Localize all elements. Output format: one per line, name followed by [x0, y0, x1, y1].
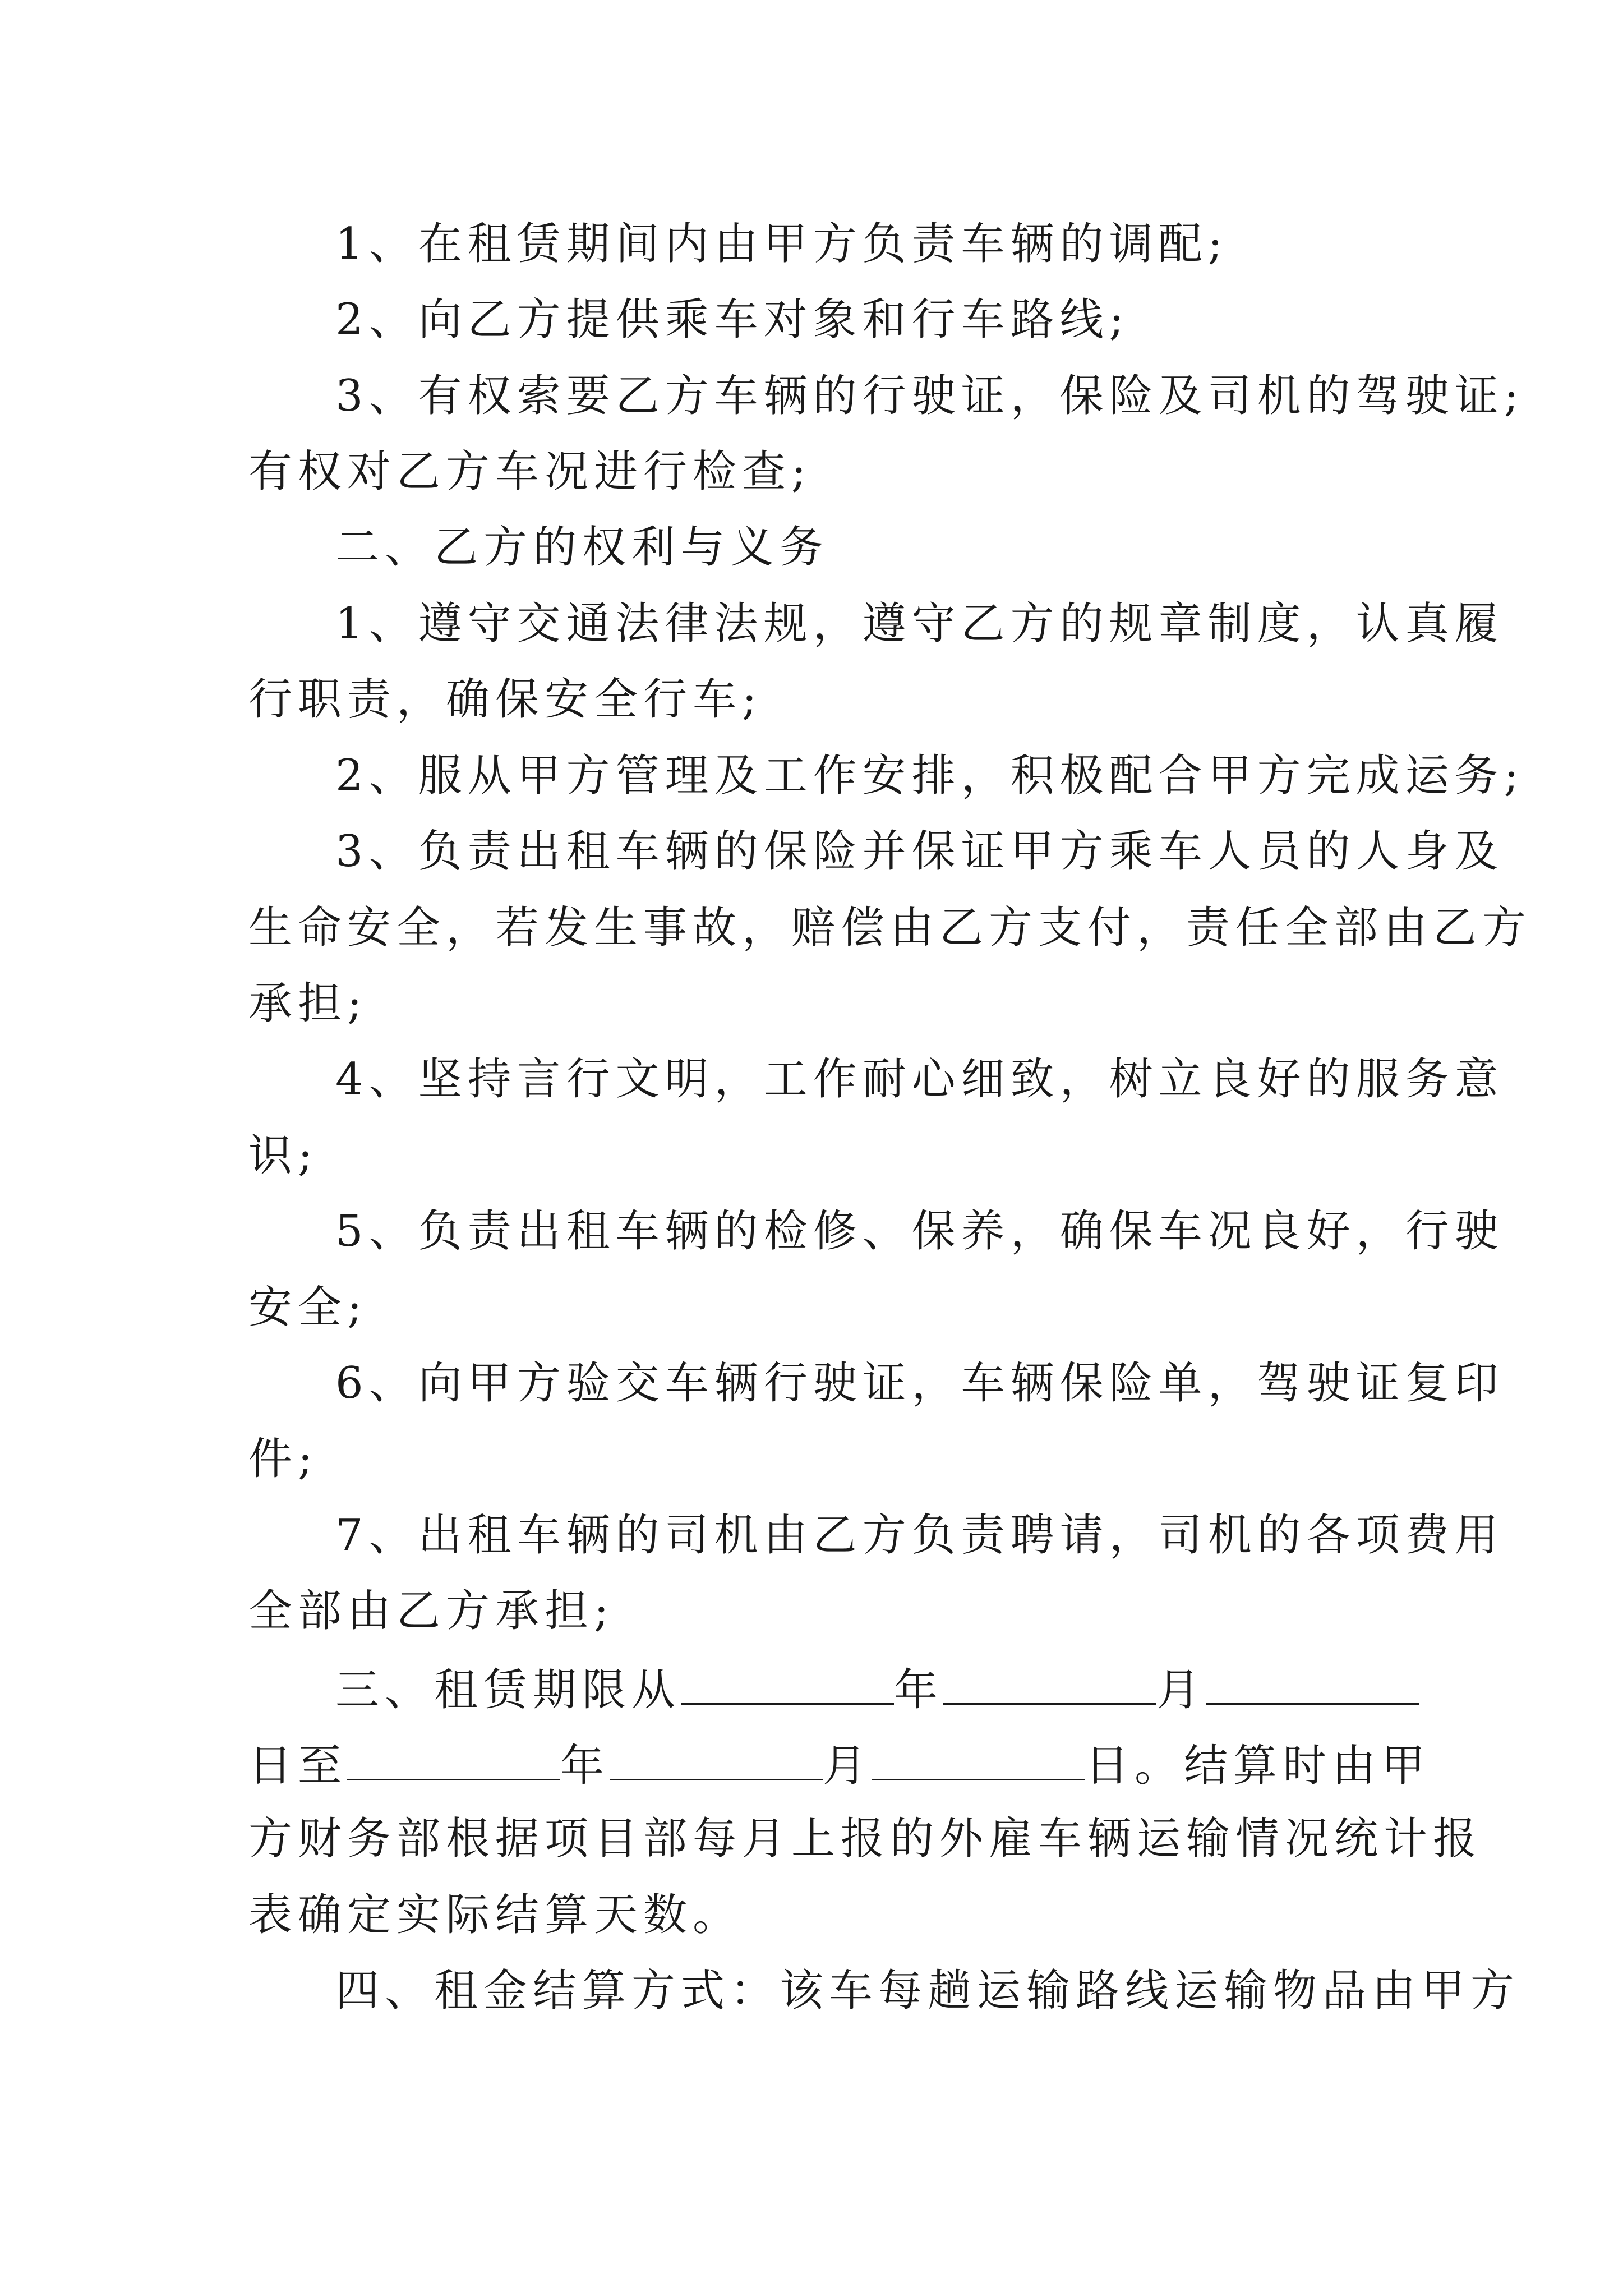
- party-b-item-3-line-2: 生命安全，若发生事故，赔偿由乙方支付，责任全部由乙方: [248, 903, 1532, 953]
- party-b-item-5-line-1: 5、负责出租车辆的检修、保养，确保车况良好，行驶: [335, 1206, 1504, 1257]
- lease-term-line-3: 方财务部根据项目部每月上报的外雇车辆运输情况统计报: [248, 1814, 1483, 1864]
- party-b-item-4-line-2: 识;: [248, 1130, 319, 1181]
- party-b-item-1-line-2: 行职责，确保安全行车;: [248, 674, 763, 725]
- end-day-blank[interactable]: [872, 1735, 1085, 1780]
- party-a-item-3-line-2: 有权对乙方车况进行检查;: [248, 447, 812, 497]
- lease-term-line-1: [335, 1659, 1419, 1718]
- month-label: 月: [1156, 1665, 1206, 1715]
- party-b-item-7-line-1: 7、出租车辆的司机由乙方负责聘请，司机的各项费用: [335, 1510, 1504, 1561]
- end-year-blank[interactable]: [347, 1735, 560, 1780]
- party-b-item-3-line-1: 3、负责出租车辆的保险并保证甲方乘车人员的人身及: [335, 826, 1504, 877]
- settlement-text: 日。结算时由甲: [1085, 1741, 1431, 1791]
- party-b-item-6-line-2: 件;: [248, 1434, 319, 1484]
- year-label: 年: [894, 1665, 944, 1715]
- section-heading-party-b: 二、乙方的权利与义务: [335, 522, 829, 573]
- party-b-item-5-line-2: 安全;: [248, 1282, 368, 1333]
- party-b-item-4-line-1: 4、坚持言行文明，工作耐心细致，树立良好的服务意: [335, 1054, 1504, 1105]
- rent-settlement-heading: 四、租金结算方式：该车每趟运输路线运输物品由甲方: [335, 1966, 1520, 2016]
- month-label-2: 月: [823, 1741, 873, 1791]
- lease-term-label: 三、租赁期限从: [335, 1665, 681, 1715]
- start-day-blank[interactable]: [1206, 1659, 1419, 1705]
- start-year-blank[interactable]: [681, 1659, 894, 1705]
- party-b-item-3-line-3: 承担;: [248, 978, 368, 1029]
- party-b-item-1-line-1: 1、遵守交通法律法规，遵守乙方的规章制度，认真履: [335, 599, 1504, 649]
- end-month-blank[interactable]: [610, 1735, 823, 1780]
- day-to-label: 日至: [248, 1741, 348, 1791]
- lease-term-line-2: [248, 1735, 1431, 1794]
- party-b-item-2: 2、服从甲方管理及工作安排，积极配合甲方完成运务;: [335, 751, 1524, 801]
- year-label-2: 年: [560, 1741, 610, 1791]
- party-a-item-3-line-1: 3、有权索要乙方车辆的行驶证，保险及司机的驾驶证;: [335, 371, 1524, 421]
- lease-term-line-4: 表确定实际结算天数。: [248, 1890, 743, 1940]
- start-month-blank[interactable]: [943, 1659, 1156, 1705]
- party-a-item-2: 2、向乙方提供乘车对象和行车路线;: [335, 295, 1129, 345]
- party-b-item-6-line-1: 6、向甲方验交车辆行驶证，车辆保险单，驾驶证复印: [335, 1358, 1504, 1409]
- party-a-item-1: 1、在租赁期间内由甲方负责车辆的调配;: [335, 219, 1228, 269]
- party-b-item-7-line-2: 全部由乙方承担;: [248, 1586, 615, 1636]
